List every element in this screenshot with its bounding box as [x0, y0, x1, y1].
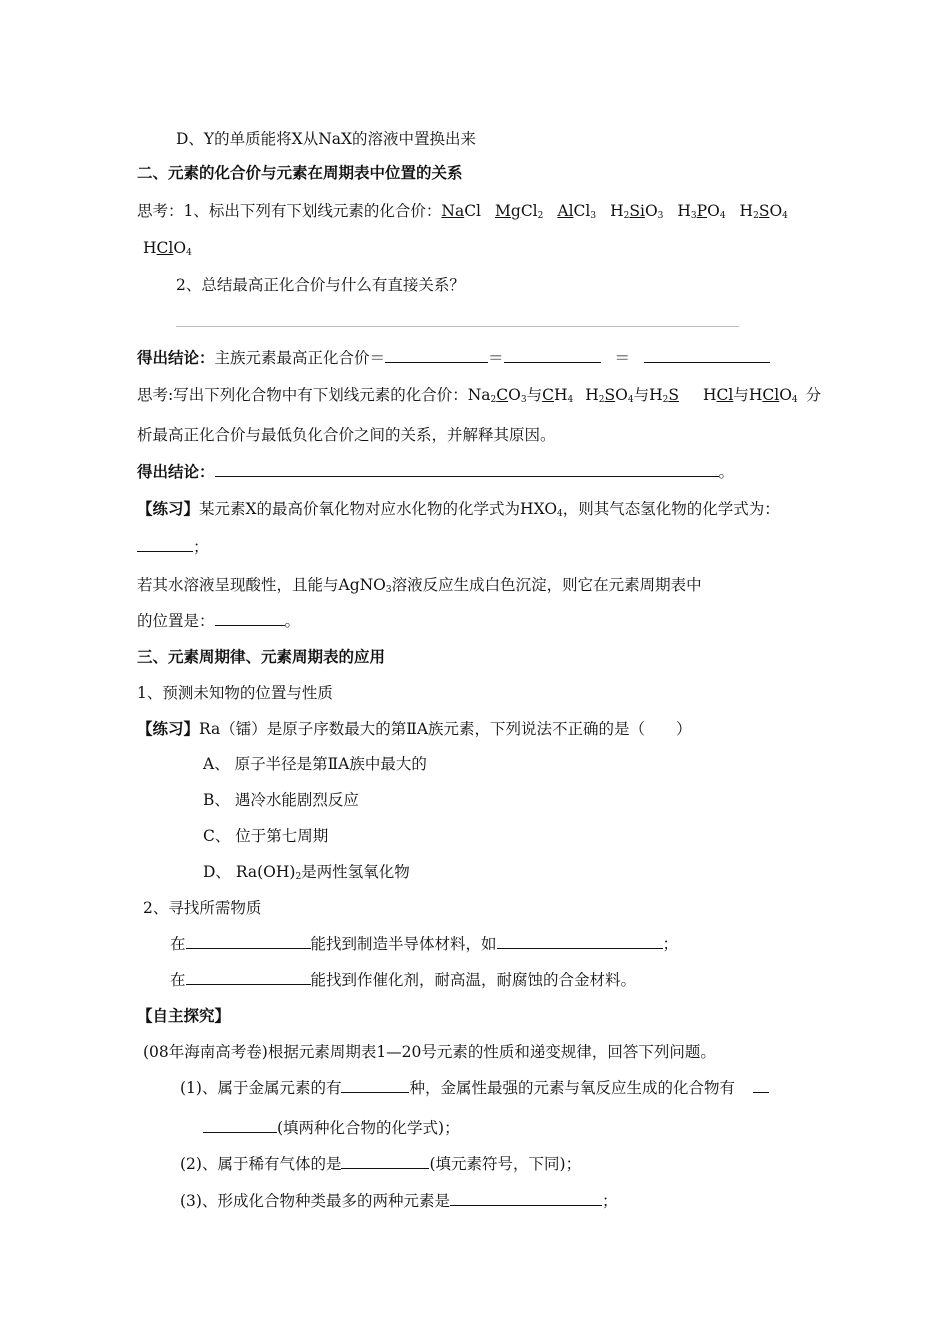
- formula-nacl: NaCl: [441, 202, 482, 220]
- practice-1-b: 若其水溶液呈现酸性，且能与AgNO$_3$溶液反应生成白色沉淀，则它在元素周期表中: [137, 576, 702, 595]
- blank-find-1b[interactable]: [497, 934, 663, 949]
- blank-q1-compound[interactable]: [203, 1118, 277, 1133]
- conclusion-2: 得出结论： 。: [137, 463, 735, 481]
- question-2: (2)、属于稀有气体的是 (填元素符号，下同)；: [180, 1155, 582, 1173]
- answer-line: [176, 326, 739, 327]
- blank-position[interactable]: [215, 611, 285, 626]
- conclusion-2-label: 得出结论：: [137, 463, 215, 481]
- conclusion-1: 得出结论：主族元素最高正化合价＝ ＝ ＝: [137, 348, 770, 368]
- section-3-item-1: 1、预测未知物的位置与性质: [137, 684, 333, 702]
- blank-q1-compound-start[interactable]: [753, 1078, 769, 1093]
- find-2: 在 能找到作催化剂，耐高温，耐腐蚀的合金材料。: [170, 971, 637, 989]
- question-1-cont: (填两种化合物的化学式)；: [203, 1118, 460, 1138]
- think-2-line: 思考:写出下列化合物中有下划线元素的化合价：$Na_2CO_3$与$CH_4$ $H_2SO_4$与$H_2S$ HCl与HClO$_4$ 分: [137, 386, 822, 405]
- blank-2[interactable]: [504, 348, 601, 363]
- practice-1-answer: ；: [137, 537, 209, 557]
- blank-1[interactable]: [385, 348, 488, 363]
- formula-alcl3: AlCl$_3$: [557, 202, 597, 221]
- section-2-title: 二、元素的化合价与元素在周期表中位置的关系: [137, 164, 463, 182]
- practice-2-text: Ra（镭）是原子序数最大的第ⅡA族元素，下列说法不正确的是（ ）: [199, 720, 692, 738]
- conclusion-1-text: 主族元素最高正化合价＝: [214, 349, 386, 367]
- blank-find-2[interactable]: [186, 970, 311, 985]
- practice-1-label: 【练习】: [137, 500, 200, 518]
- blank-find-1[interactable]: [186, 934, 311, 949]
- think-2-continuation: 析最高正化合价与最低负化合价之间的关系，并解释其原因。: [137, 426, 556, 444]
- practice-2-label: 【练习】: [137, 720, 200, 738]
- blank-conclusion-2[interactable]: [215, 462, 719, 477]
- question-1: (1)、属于金属元素的有 种，金属性最强的元素与氧反应生成的化合物有: [180, 1078, 769, 1098]
- section-3-title: 三、元素周期律、元素周期表的应用: [137, 648, 386, 666]
- blank-q1-count[interactable]: [341, 1078, 409, 1093]
- option-d-previous: D、Y的单质能将X从NaX的溶液中置换出来: [176, 130, 477, 148]
- explore-intro: (08年海南高考卷)根据元素周期表1—20号元素的性质和递变规律，回答下列问题。: [143, 1043, 716, 1061]
- formula-h2sio3: $H_2SiO_3$: [610, 202, 664, 221]
- conclusion-1-label: 得出结论：: [137, 349, 215, 367]
- practice-1-c: 的位置是： 。: [137, 612, 301, 630]
- think-1-prefix: 思考：1、标出下列有下划线元素的化合价：: [137, 202, 442, 220]
- think-1-line: [137, 201, 788, 226]
- formula-mgcl2: MgCl$_2$: [495, 202, 544, 221]
- explore-title: 【自主探究】: [137, 1007, 231, 1025]
- practice-1: 【练习】某元素X的最高价氧化物对应水化物的化学式为$HXO_4$，则其气态氢化物的化学式为：: [137, 500, 780, 519]
- blank-hydride[interactable]: [137, 537, 193, 552]
- formula-hclo4: HClO$_4$: [143, 239, 192, 258]
- blank-3[interactable]: [644, 348, 770, 363]
- find-1: 在 能找到制造半导体材料，如 ；: [170, 935, 679, 953]
- blank-q2[interactable]: [341, 1154, 429, 1169]
- option-c: C、 位于第七周期: [203, 827, 329, 845]
- question-3: (3)、形成化合物种类最多的两种元素是 ；: [180, 1192, 618, 1210]
- formula-h2so4: $H_2SO_4$: [739, 202, 788, 221]
- blank-q3[interactable]: [450, 1191, 602, 1206]
- option-b: B、 遇冷水能剧烈反应: [203, 791, 359, 809]
- formula-h3po4: $H_3PO_4$: [677, 202, 726, 221]
- think-1-question-2: 2、总结最高正化合价与什么有直接关系？: [176, 276, 465, 294]
- option-d: D、 $Ra(OH)_2$是两性氢氧化物: [203, 863, 410, 882]
- option-a: A、 原子半径是第ⅡA族中最大的: [203, 755, 427, 773]
- section-3-item-2: 2、寻找所需物质: [143, 899, 262, 917]
- practice-2: [137, 719, 692, 739]
